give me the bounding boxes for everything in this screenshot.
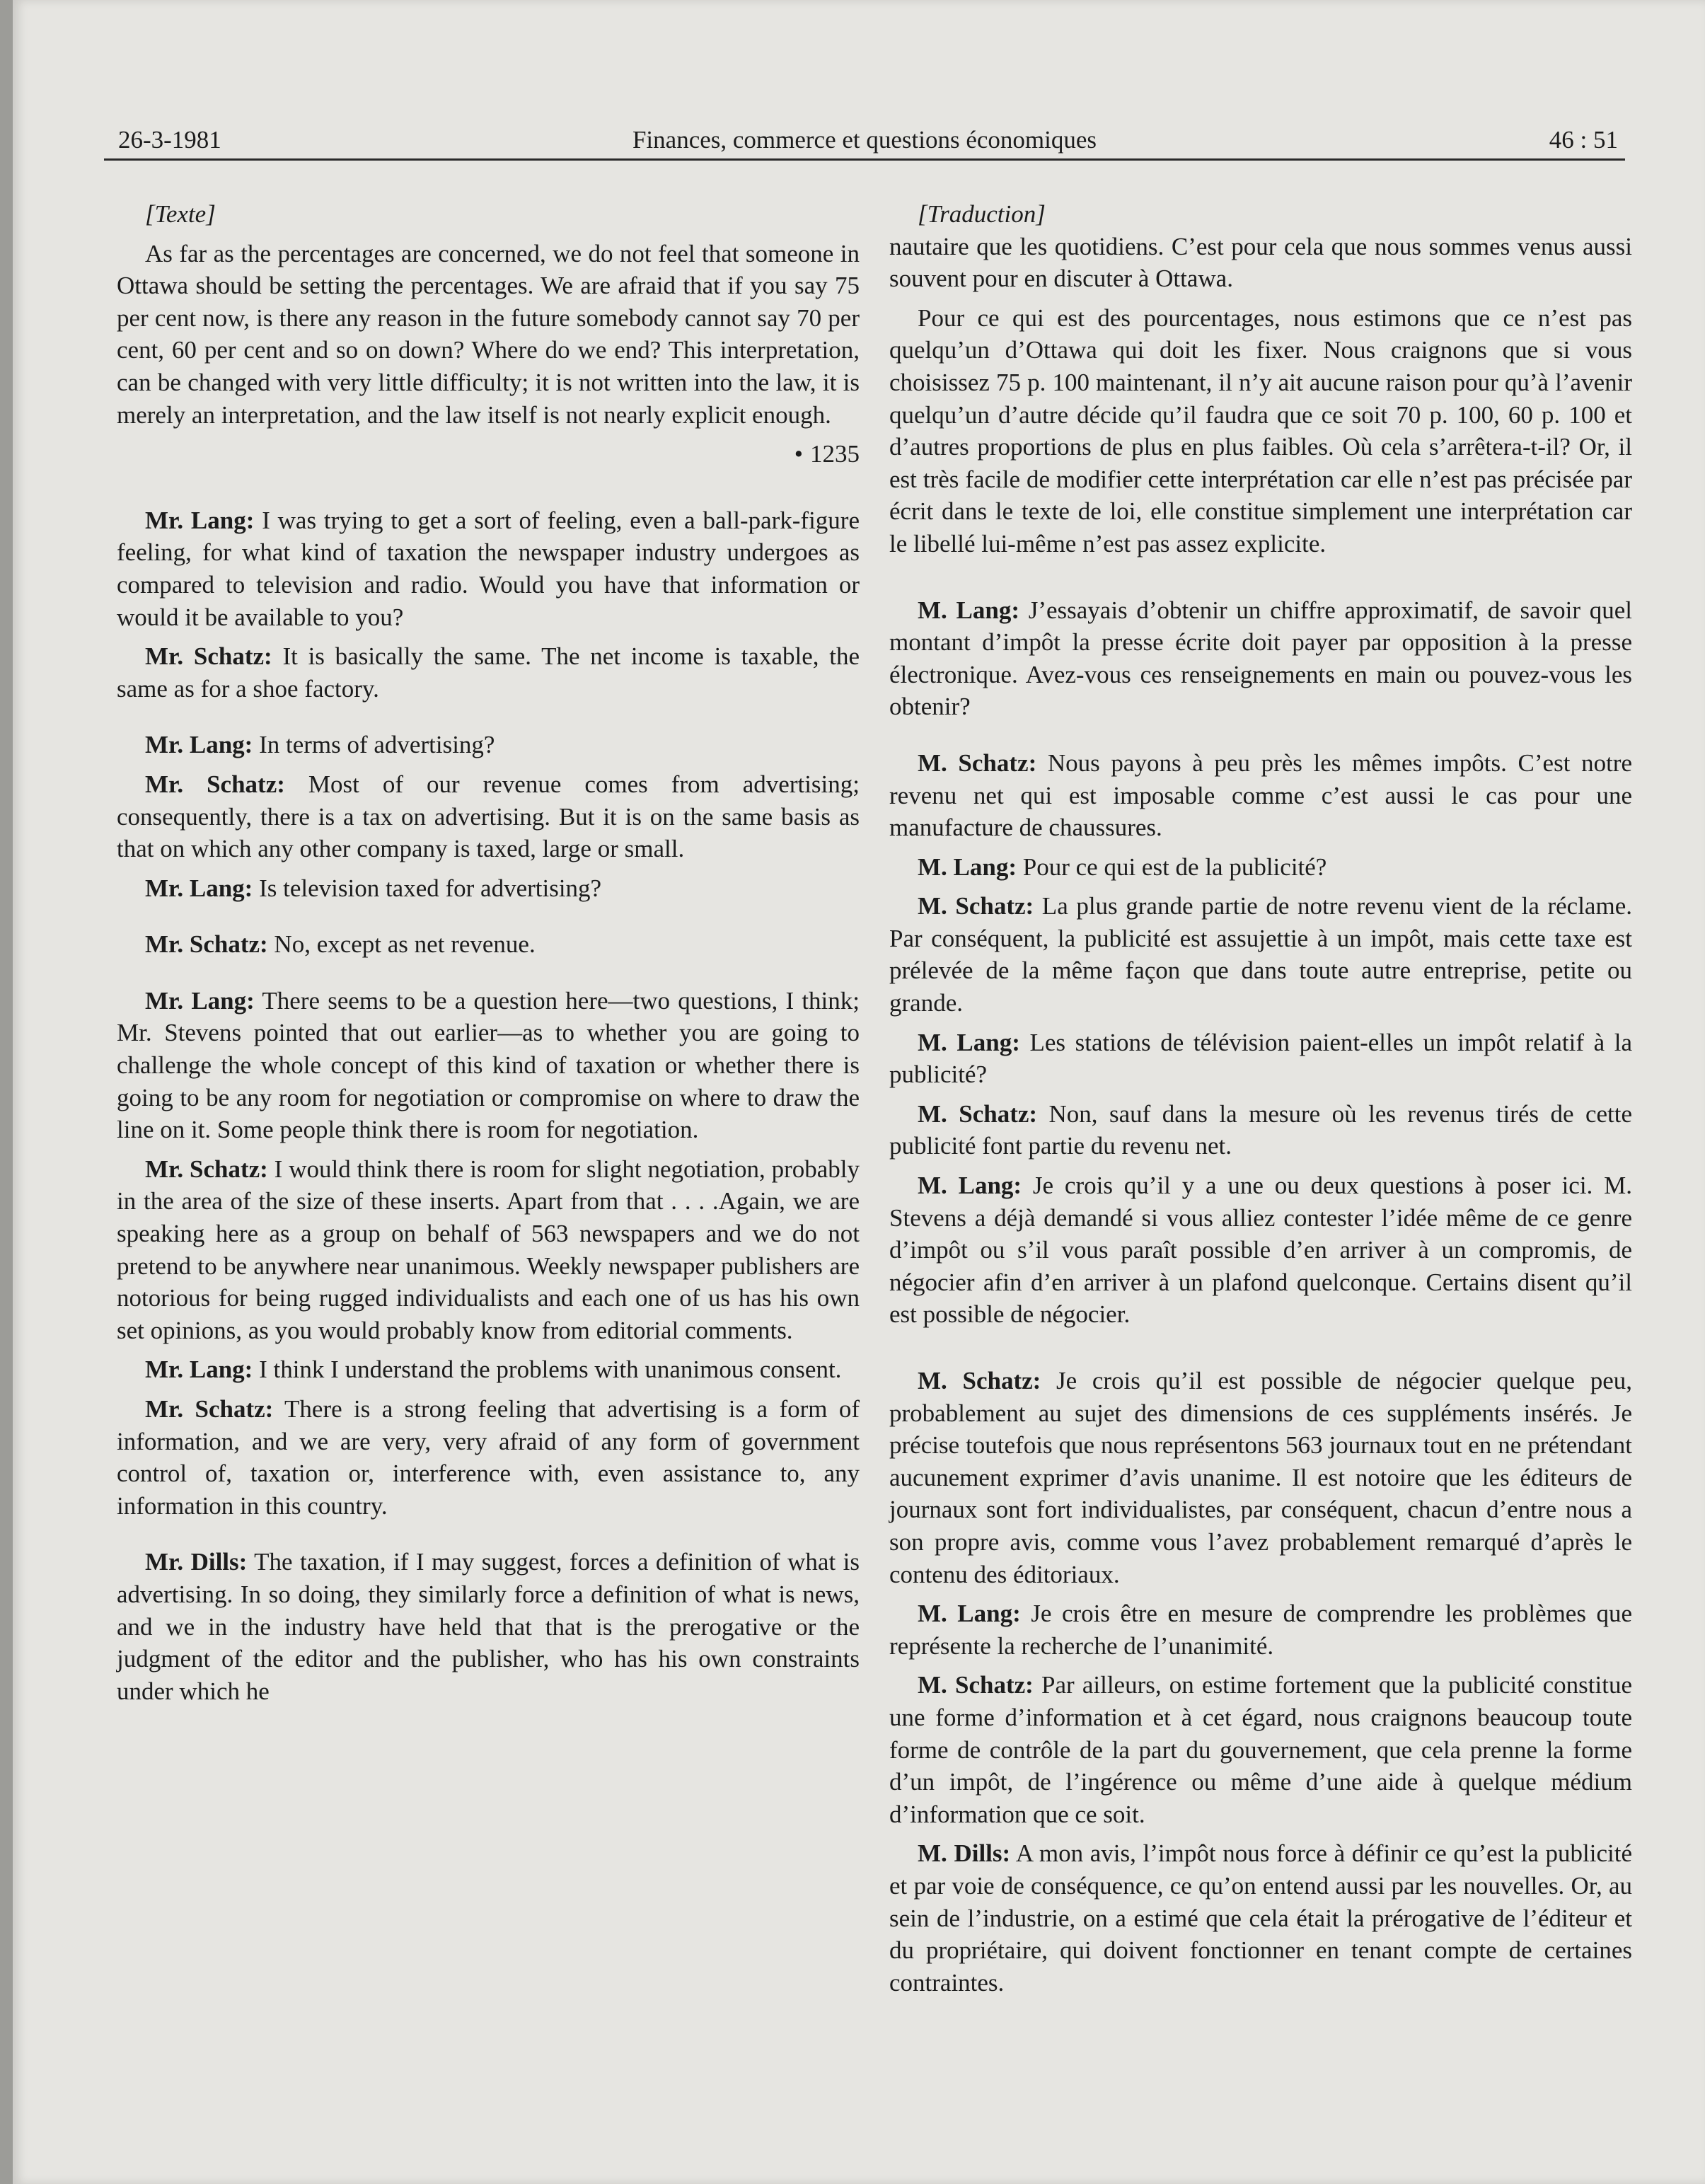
page-binding-edge — [0, 0, 13, 2184]
speaker-name: Mr. Schatz: — [145, 770, 285, 798]
header-page-number: 46 : 51 — [1549, 126, 1618, 154]
french-dialogue — [889, 594, 1632, 1999]
speech-text: Je crois qu’il est possible de négocier quelque peu, probablement au sujet des dimensions de ces suppléments insérés. Je précise toutefois que nous représentons 563 journaux tout en ne prétendant aucunement exprimer d’avis unanime. Il est notoire que les éditeurs de journaux sont fort individualistes, par conséquent, chacun d’entre nous a son propre avis, comme vous l’avez probablement remarqué d’après le contenu des éditoriaux. — [889, 1367, 1632, 1588]
speaker-name: M. Lang: — [918, 1172, 1022, 1200]
dialogue-paragraph — [117, 1153, 860, 1347]
dialogue-paragraph — [889, 594, 1632, 723]
english-label: [Texte] — [145, 200, 216, 228]
speaker-name: M. Lang: — [918, 1028, 1020, 1056]
speaker-name: Mr. Lang: — [145, 986, 255, 1015]
dialogue-paragraph — [117, 872, 860, 905]
dialogue-paragraph — [117, 640, 860, 705]
french-continuation: nautaire que les quotidiens. C’est pour cela que nous sommes venus aussi souvent pour en discuter à Ottawa. — [889, 232, 1632, 293]
speech-text: I would think there is room for slight negotiation, probably in the area of the size of these inserts. Apart from that . . . .Again, we are speaking here as a group on behalf of 563 newspapers and we do not pretend to be anywhere near unanimous. Weekly newspaper publishers are notorious for being rugged individualists and each one of us has his own set opinions, as you would probably know from editorial comments. — [117, 1155, 860, 1344]
french-label: [Traduction] — [918, 200, 1046, 228]
speech-text: I think I understand the problems with unanimous consent. — [253, 1356, 842, 1384]
dialogue-paragraph — [117, 1546, 860, 1707]
dialogue-paragraph — [117, 928, 860, 961]
speaker-name: M. Lang: — [918, 1600, 1021, 1628]
speech-text: Les stations de télévision paient-elles un impôt relatif à la publicité? — [889, 1028, 1633, 1089]
speech-text: Non, sauf dans la mesure où les revenus tirés de cette publicité font partie du revenu net. — [889, 1099, 1632, 1160]
header-date: 26-3-1981 — [118, 126, 221, 154]
time-marker-value: 1235 — [810, 440, 860, 468]
dialogue-paragraph — [889, 1837, 1632, 1999]
speaker-name: Mr. Schatz: — [145, 642, 272, 671]
page-header — [104, 120, 1625, 161]
speech-text: In terms of advertising? — [253, 731, 495, 759]
dialogue-paragraph — [889, 890, 1632, 1019]
speaker-name: Mr. Lang: — [145, 1356, 253, 1384]
speech-text: Most of our revenue comes from advertising; consequently, there is a tax on advertising. But it is on the same basis as that on which any other company is taxed, large or small. — [117, 770, 860, 863]
speech-text: No, except as net revenue. — [267, 930, 536, 959]
speech-text: Pour ce qui est de la publicité? — [1017, 853, 1327, 881]
speaker-name: Mr. Schatz: — [145, 1155, 268, 1183]
speaker-name: M. Dills: — [918, 1839, 1011, 1868]
english-column — [117, 198, 860, 1714]
dialogue-paragraph — [117, 1353, 860, 1386]
english-dialogue — [117, 504, 860, 1708]
french-intro: Pour ce qui est des pourcentages, nous estimons que ce n’est pas quelqu’un d’Ottawa qui doit les fixer. Nous craignons que si vous choisissez 75 p. 100 maintenant, il n’y ait aucune raison pour qu’à l’avenir quelqu’un d’autre décide qu’il faudra que ce soit 70 p. 100, 60 p. 100 et d’autres proportions de plus en plus faibles. Où cela s’arrêtera-t-il? Or, il est très facile de modifier cette interprétation car elle n’est pas précisée par écrit dans le texte de loi, elle constitue simplement une interprétation car le libellé lui-même n’est pas assez explicite. — [889, 304, 1632, 557]
speaker-name: Mr. Schatz: — [145, 1395, 274, 1423]
speaker-name: Mr. Schatz: — [145, 930, 268, 959]
speech-text: I was trying to get a sort of feeling, even a ball-park-figure feeling, for what kind of taxation the newspaper industry undergoes as compared to television and radio. Would you have that information or would it be available to you? — [117, 506, 860, 631]
dialogue-paragraph — [117, 504, 860, 633]
speech-text: It is basically the same. The net income is taxable, the same as for a shoe factory. — [117, 642, 860, 703]
dialogue-paragraph — [889, 1098, 1632, 1162]
speaker-name: M. Schatz: — [918, 1367, 1041, 1394]
dialogue-paragraph — [889, 1597, 1632, 1662]
dialogue-paragraph — [889, 1365, 1632, 1590]
speaker-name: M. Lang: — [918, 596, 1019, 624]
speaker-name: Mr. Dills: — [145, 1548, 248, 1576]
speech-text: Je crois être en mesure de comprendre les problèmes que représente la recherche de l’unanimité. — [889, 1600, 1633, 1660]
speaker-name: Mr. Lang: — [145, 506, 255, 534]
speech-text: The taxation, if I may suggest, forces a definition of what is advertising. In so doing, they similarly force a definition of what is news, and we in the industry have held that that is the prerogative or the judgment of the editor and the publisher, who has his own constraints under which he — [117, 1548, 860, 1705]
speech-text: There seems to be a question here—two questions, I think; Mr. Stevens pointed that out earlier—as to whether you are going to challenge the whole concept of this kind of taxation or whether there is going to be any room for negotiation or compromise on where to draw the line on it. Some people think there is room for negotiation. — [117, 986, 860, 1144]
speech-text: There is a strong feeling that advertising is a form of information, and we are very, very afraid of any form of government control of, taxation or, interference with, even assistance to, any information in this country. — [117, 1395, 860, 1520]
dialogue-paragraph — [889, 1169, 1632, 1331]
speech-text: Nous payons à peu près les mêmes impôts. C’est notre revenu net qui est imposable comme c’est aussi le cas pour une manufacture de chaussures. — [889, 749, 1632, 842]
speech-text: La plus grande partie de notre revenu vient de la réclame. Par conséquent, la publicité est assujettie à un impôt, mais cette taxe est prélevée de la même façon que dans toute autre entreprise, petite ou grande. — [889, 892, 1632, 1017]
speaker-name: M. Lang: — [918, 853, 1017, 881]
dialogue-paragraph — [889, 1027, 1632, 1091]
dialogue-paragraph — [117, 985, 860, 1146]
dialogue-paragraph — [889, 1669, 1632, 1830]
header-title: Finances, commerce et questions économiques — [632, 126, 1097, 154]
dialogue-paragraph — [889, 851, 1632, 884]
english-intro: As far as the percentages are concerned, we do not feel that someone in Ottawa should be setting the percentages. We are afraid that if you say 75 per cent now, is there any reason in the future somebody cannot say 70 per cent, 60 per cent and so on down? Where do we end? This interpretation, can be changed with very little difficulty; it is not written into the law, it is merely an interpretation, and the law itself is not nearly explicit enough. — [117, 239, 860, 429]
speech-text: J’essayais d’obtenir un chiffre approximatif, de savoir quel montant d’impôt la presse écrite doit payer par opposition à la presse électronique. Avez-vous ces renseignements en main ou pouvez-vous les obtenir? — [889, 596, 1633, 721]
dialogue-paragraph — [117, 1393, 860, 1522]
french-column — [889, 198, 1632, 2006]
speaker-name: M. Schatz: — [918, 1671, 1034, 1699]
speech-text: Je crois qu’il y a une ou deux questions à poser ici. M. Stevens a déjà demandé si vous alliez contester l’idée même de ce genre d’impôt ou s’il vous paraît possible d’en arriver à un compromis, de négocier afin d’en arriver à un plafond quelconque. Certains disent qu’il est possible de négocier. — [889, 1172, 1633, 1329]
speaker-name: M. Schatz: — [918, 749, 1037, 777]
bullet-icon: • — [794, 440, 803, 468]
speech-text: Is television taxed for advertising? — [253, 874, 602, 902]
speaker-name: Mr. Lang: — [145, 874, 253, 902]
speech-text: A mon avis, l’impôt nous force à définir ce qu’est la publicité et par voie de conséquence, ce qu’on entend aussi par les nouvelles. Or, au sein de l’industrie, on a estimé que cela était la prérogative de l’éditeur et du propriétaire, qui doivent fonctionner en tenant compte de certaines contraintes. — [889, 1839, 1632, 1997]
dialogue-paragraph — [117, 768, 860, 865]
dialogue-paragraph — [889, 747, 1632, 844]
speaker-name: M. Schatz: — [918, 892, 1034, 920]
speaker-name: M. Schatz: — [918, 1099, 1038, 1128]
dialogue-paragraph — [117, 729, 860, 761]
speech-text: Par ailleurs, on estime fortement que la publicité constitue une forme d’information et à cet égard, nous craignons beaucoup toute forme de contrôle de la part du gouvernement, que cela prenne la forme d’un impôt, de l’ingérence ou même d’une aide à quelque médium d’information que ce soit. — [889, 1671, 1632, 1828]
speaker-name: Mr. Lang: — [145, 731, 253, 759]
time-marker — [117, 438, 860, 470]
